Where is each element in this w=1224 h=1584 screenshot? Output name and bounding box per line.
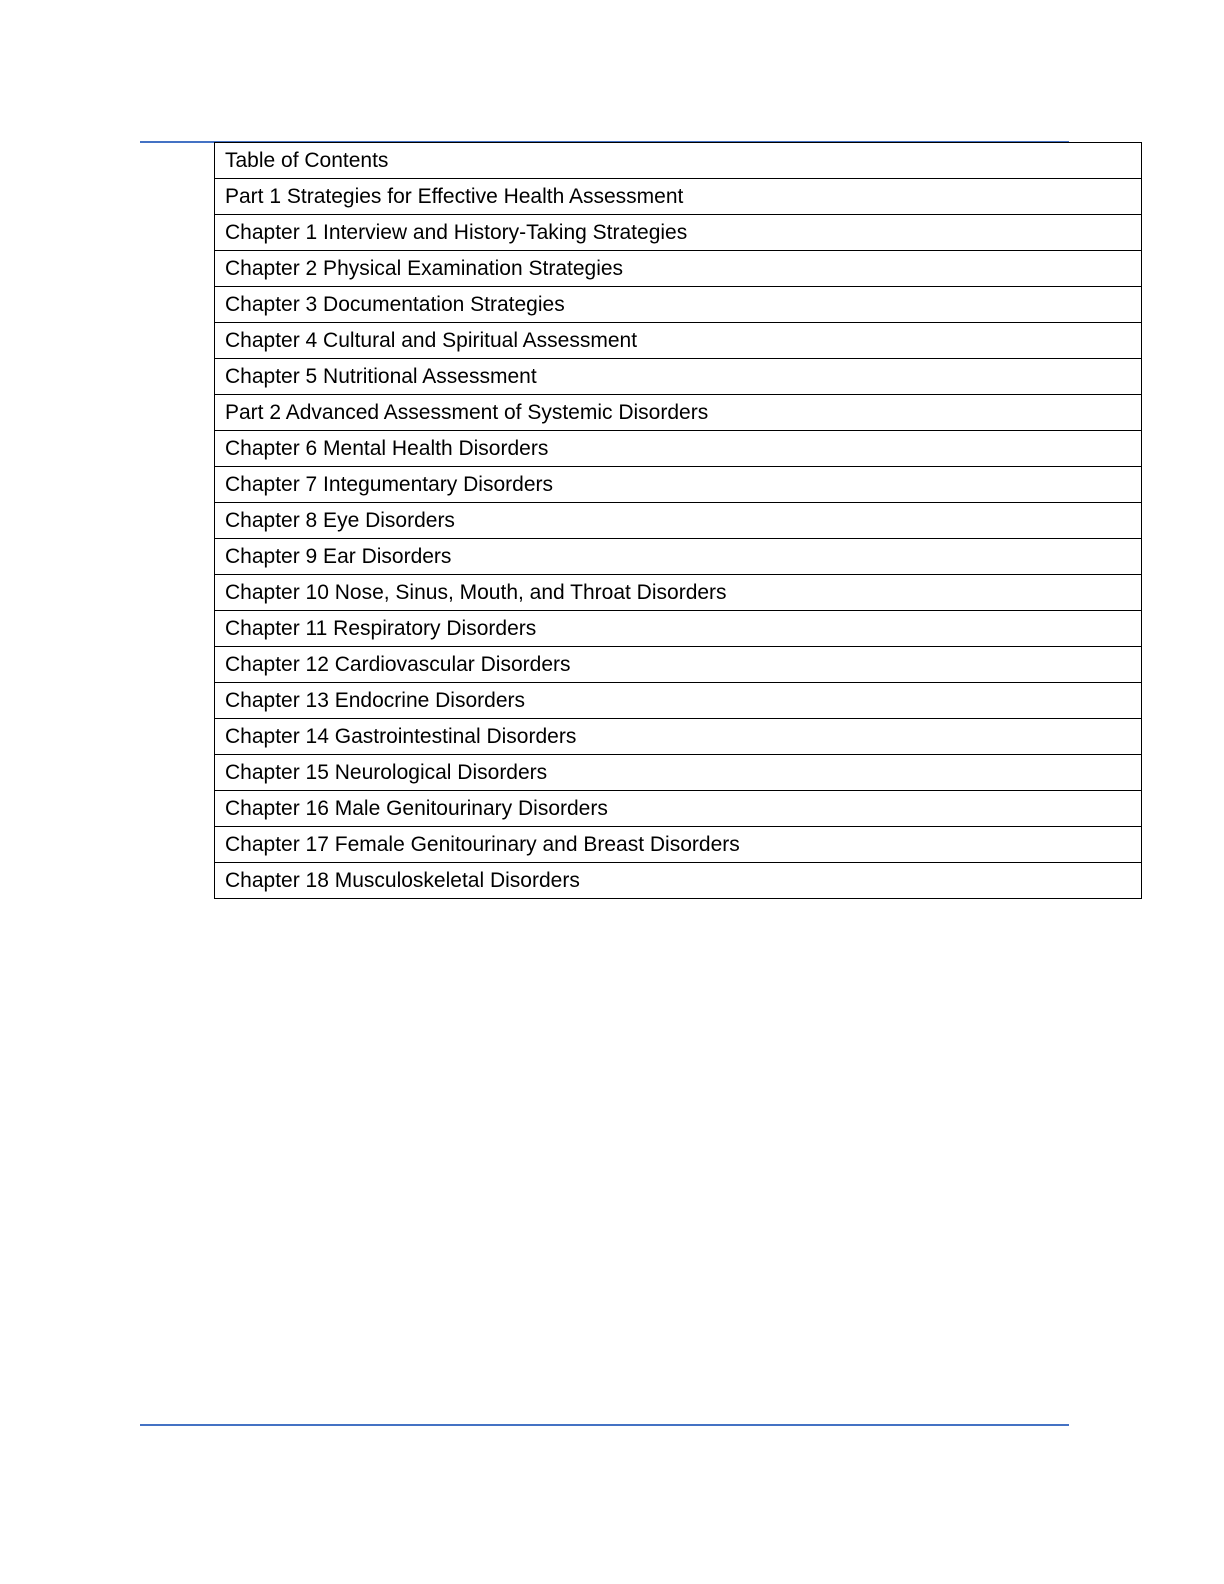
- toc-row: [215, 215, 1142, 251]
- toc-row: [215, 395, 1142, 431]
- toc-row: [215, 647, 1142, 683]
- toc-chapter-entry: Chapter 3 Documentation Strategies: [215, 287, 1142, 323]
- toc-title-row: [215, 143, 1142, 179]
- toc-body: [215, 143, 1142, 899]
- toc-chapter-entry: Chapter 14 Gastrointestinal Disorders: [215, 719, 1142, 755]
- toc-chapter-entry: Chapter 10 Nose, Sinus, Mouth, and Throat Disorders: [215, 575, 1142, 611]
- toc-chapter-entry: Chapter 8 Eye Disorders: [215, 503, 1142, 539]
- table-of-contents: [214, 142, 1142, 899]
- toc-row: [215, 323, 1142, 359]
- toc-chapter-entry: Chapter 6 Mental Health Disorders: [215, 431, 1142, 467]
- toc-chapter-entry: Chapter 5 Nutritional Assessment: [215, 359, 1142, 395]
- toc-row: [215, 755, 1142, 791]
- toc-part-entry: Part 1 Strategies for Effective Health Assessment: [215, 179, 1142, 215]
- toc-row: [215, 683, 1142, 719]
- toc-chapter-entry: Chapter 9 Ear Disorders: [215, 539, 1142, 575]
- toc-chapter-entry: Chapter 13 Endocrine Disorders: [215, 683, 1142, 719]
- toc-row: [215, 251, 1142, 287]
- toc-row: [215, 179, 1142, 215]
- toc-row: [215, 719, 1142, 755]
- toc-row: [215, 827, 1142, 863]
- toc-chapter-entry: Chapter 18 Musculoskeletal Disorders: [215, 863, 1142, 899]
- toc-row: [215, 539, 1142, 575]
- toc-chapter-entry: Chapter 4 Cultural and Spiritual Assessment: [215, 323, 1142, 359]
- toc-row: [215, 287, 1142, 323]
- toc-row: [215, 467, 1142, 503]
- toc-row: [215, 863, 1142, 899]
- toc-title: Table of Contents: [215, 143, 1142, 179]
- toc-row: [215, 359, 1142, 395]
- toc-chapter-entry: Chapter 15 Neurological Disorders: [215, 755, 1142, 791]
- toc-chapter-entry: Chapter 11 Respiratory Disorders: [215, 611, 1142, 647]
- toc-row: [215, 611, 1142, 647]
- toc-row: [215, 791, 1142, 827]
- toc-chapter-entry: Chapter 2 Physical Examination Strategies: [215, 251, 1142, 287]
- toc-chapter-entry: Chapter 7 Integumentary Disorders: [215, 467, 1142, 503]
- toc-chapter-entry: Chapter 12 Cardiovascular Disorders: [215, 647, 1142, 683]
- footer-rule: [140, 1424, 1069, 1426]
- toc-row: [215, 575, 1142, 611]
- toc-part-entry: Part 2 Advanced Assessment of Systemic Disorders: [215, 395, 1142, 431]
- toc-chapter-entry: Chapter 1 Interview and History-Taking Strategies: [215, 215, 1142, 251]
- toc-chapter-entry: Chapter 16 Male Genitourinary Disorders: [215, 791, 1142, 827]
- toc-chapter-entry: Chapter 17 Female Genitourinary and Breast Disorders: [215, 827, 1142, 863]
- toc-row: [215, 503, 1142, 539]
- toc-row: [215, 431, 1142, 467]
